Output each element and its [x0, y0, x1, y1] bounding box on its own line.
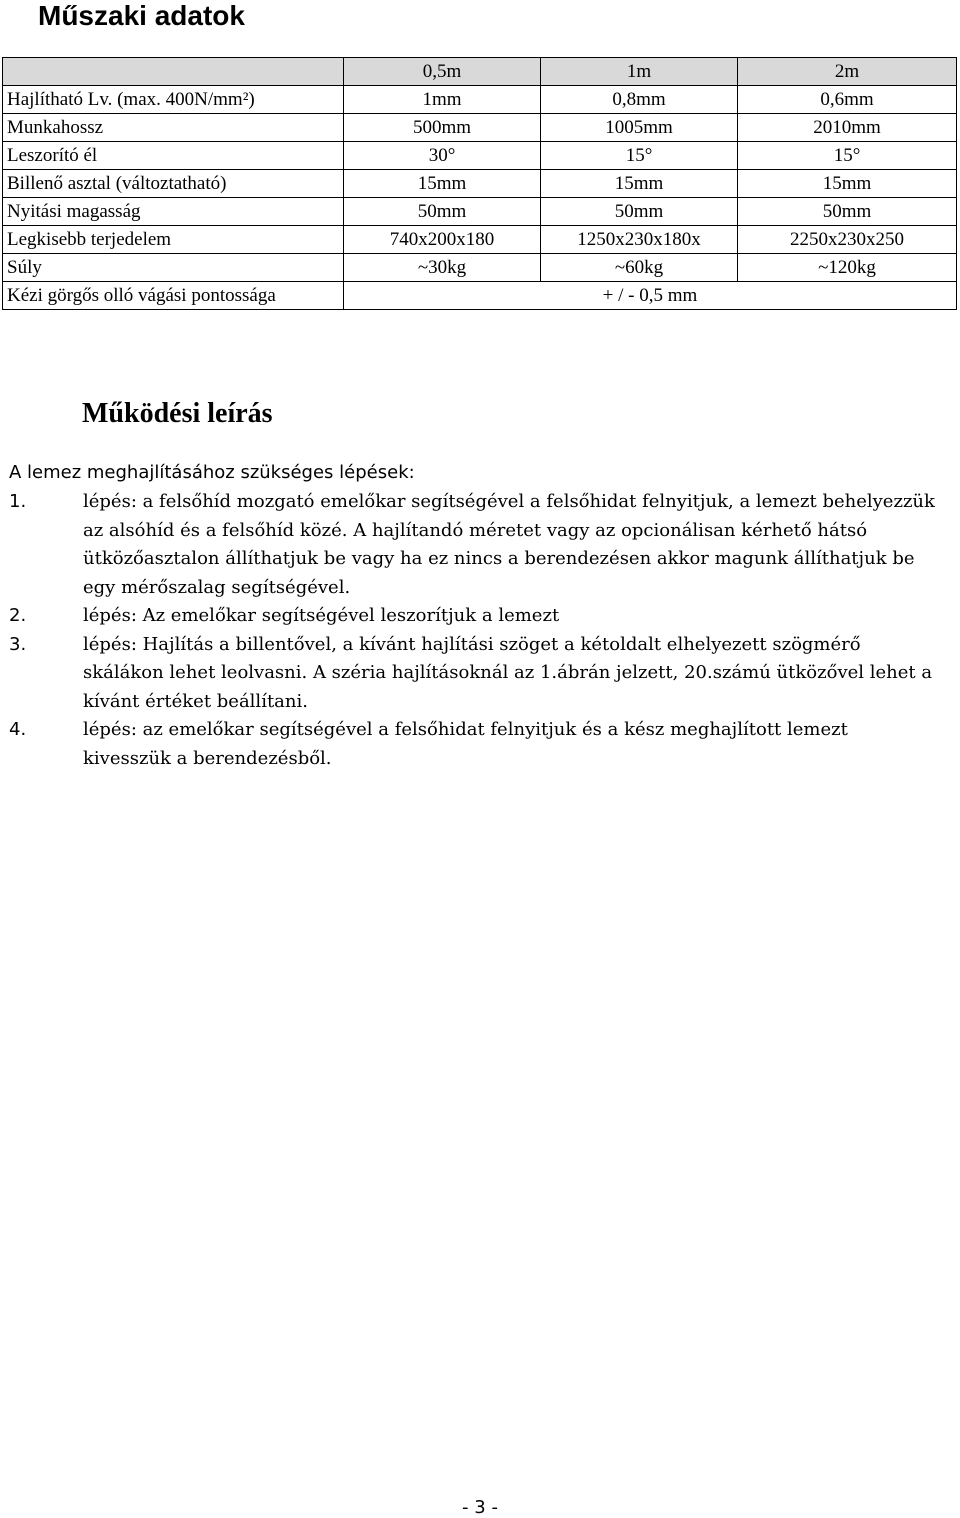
table-header-cell: 0,5m	[344, 58, 541, 86]
list-item	[9, 716, 939, 773]
table-row	[3, 282, 957, 310]
specs-table	[2, 57, 957, 310]
table-cell: 50mm	[541, 198, 738, 226]
table-header-cell: 1m	[541, 58, 738, 86]
step-text: lépés: a felsőhíd mozgató emelőkar segítségével a felsőhidat felnyitjuk, a lemezt behelyezzük az alsóhíd és a felsőhíd közé. A hajlítandó méretet vagy az opcionálisan kérhető hátsó ütközőasztalon állíthatjuk be vagy ha ez nincs a berendezésen akkor magunk állíthatjuk be egy mérőszalag segítségével.	[83, 491, 935, 598]
table-row	[3, 226, 957, 254]
table-row	[3, 142, 957, 170]
table-row	[3, 114, 957, 142]
table-cell: 50mm	[738, 198, 957, 226]
list-item	[9, 488, 939, 602]
table-cell: 30°	[344, 142, 541, 170]
table-cell-merged: + / - 0,5 mm	[344, 282, 957, 310]
table-cell-label: Kézi görgős olló vágási pontossága	[3, 282, 344, 310]
table-cell: 15mm	[738, 170, 957, 198]
table-cell-label: Munkahossz	[3, 114, 344, 142]
step-number: 3.	[9, 633, 27, 655]
page-title: Műszaki adatok	[38, 0, 245, 31]
table-cell: ~60kg	[541, 254, 738, 282]
table-cell-label: Leszorító él	[3, 142, 344, 170]
table-cell: 2250x230x250	[738, 226, 957, 254]
table-cell: 500mm	[344, 114, 541, 142]
table-cell: ~30kg	[344, 254, 541, 282]
step-number: 1.	[9, 491, 27, 512]
table-cell: 1250x230x180x	[541, 226, 738, 254]
intro-text: A lemez meghajlításához szükséges lépések:	[9, 462, 415, 483]
step-number: 4.	[9, 719, 27, 740]
step-text: lépés: az emelőkar segítségével a felsőhidat felnyitjuk és a kész meghajlított lemezt kivesszük a berendezésből.	[83, 719, 848, 769]
table-cell: ~120kg	[738, 254, 957, 282]
table-cell: 1005mm	[541, 114, 738, 142]
table-header-cell: 2m	[738, 58, 957, 86]
page-number: - 3 -	[462, 1497, 498, 1518]
table-row	[3, 86, 957, 114]
table-cell: 0,6mm	[738, 86, 957, 114]
table-cell: 50mm	[344, 198, 541, 226]
list-item	[9, 631, 939, 717]
table-cell: 15°	[541, 142, 738, 170]
table-cell: 1mm	[344, 86, 541, 114]
table-cell-label: Legkisebb terjedelem	[3, 226, 344, 254]
table-cell: 0,8mm	[541, 86, 738, 114]
table-cell: 15mm	[344, 170, 541, 198]
table-cell: 15mm	[541, 170, 738, 198]
step-number: 2.	[9, 605, 27, 626]
table-cell-label: Súly	[3, 254, 344, 282]
table-row	[3, 170, 957, 198]
list-item	[9, 602, 939, 631]
step-text: lépés: Hajlítás a billentővel, a kívánt hajlítási szöget a kétoldalt elhelyezett szögmérő skálákon lehet leolvasni. A széria hajlításoknál az 1.ábrán jelzett, 20.számú ütközővel lehet a kívánt értéket beállítani.	[83, 633, 933, 712]
table-cell-label: Nyitási magasság	[3, 198, 344, 226]
table-header-cell	[3, 58, 344, 86]
table-cell-label: Hajlítható Lv. (max. 400N/mm²)	[3, 86, 344, 114]
table-cell-label: Billenő asztal (változtatható)	[3, 170, 344, 198]
table-cell: 740x200x180	[344, 226, 541, 254]
section-title: Működési leírás	[82, 398, 273, 429]
table-cell: 2010mm	[738, 114, 957, 142]
steps-list	[9, 488, 939, 773]
step-text: lépés: Az emelőkar segítségével leszorítjuk a lemezt	[83, 605, 560, 626]
table-row	[3, 198, 957, 226]
table-cell: 15°	[738, 142, 957, 170]
table-header-row	[3, 58, 957, 86]
table-row	[3, 254, 957, 282]
